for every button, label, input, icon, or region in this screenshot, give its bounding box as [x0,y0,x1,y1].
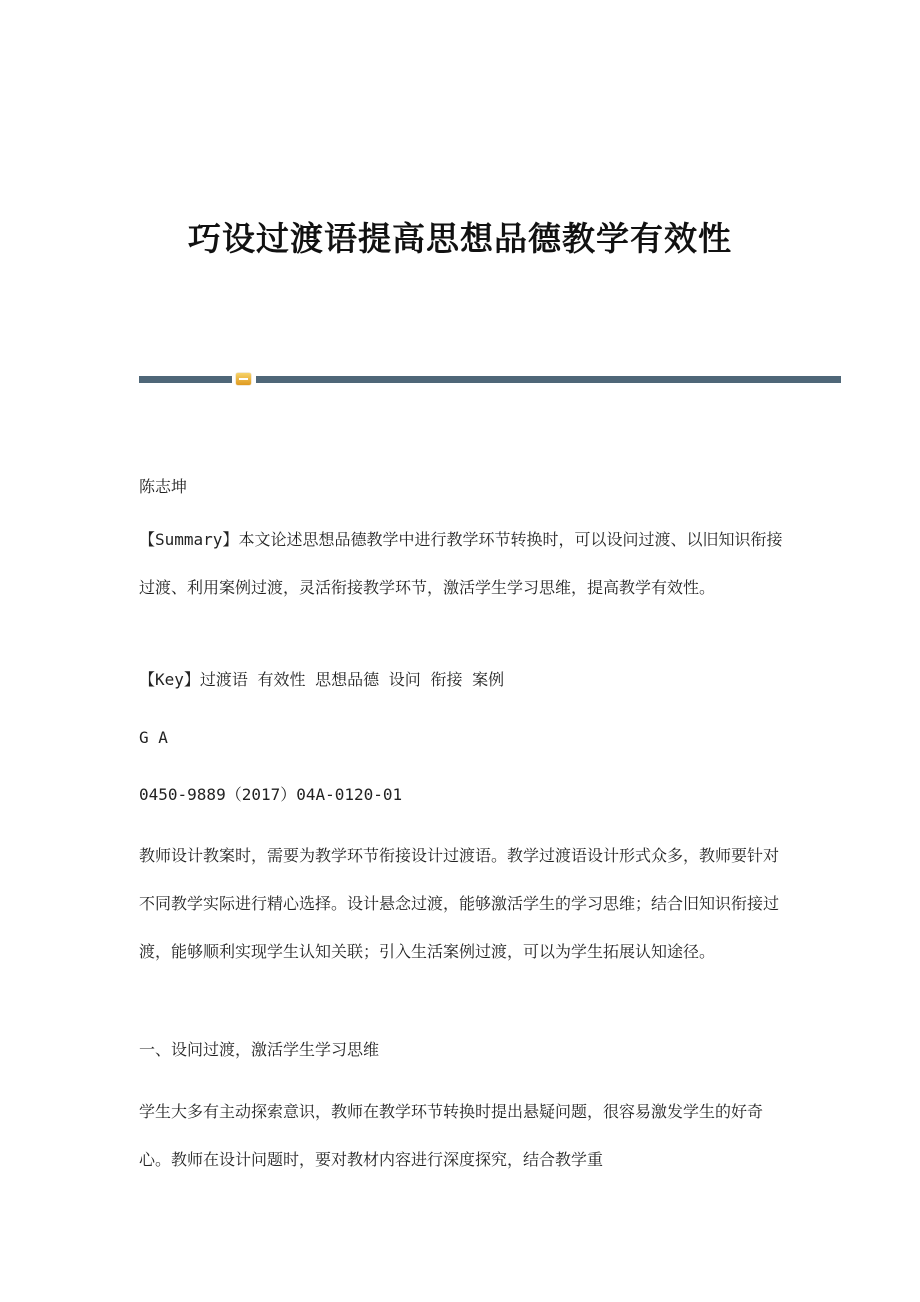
summary-paragraph [139,516,784,612]
divider-bar-left [139,376,232,383]
divider-ornament-icon [236,373,251,385]
classification-code: G A [139,728,168,747]
title-divider [139,373,841,385]
summary-text: 本文论述思想品德教学中进行教学环节转换时，可以设问过渡、以旧知识衔接过渡、利用案例过渡，灵活衔接教学环节，激活学生学习思维，提高教学有效性。 [139,530,783,597]
divider-bar-right [256,376,841,383]
keywords-text: 过渡语 有效性 思想品德 设问 衔接 案例 [199,670,505,689]
keywords-line [139,668,784,692]
intro-paragraph: 教师设计教案时，需要为教学环节衔接设计过渡语。教学过渡语设计形式众多，教师要针对不同教学实际进行精心选择。设计悬念过渡，能够激活学生的学习思维；结合旧知识衔接过渡，能够顺利实现学生认知关联；引入生活案例过渡，可以为学生拓展认知途径。 [139,846,780,961]
summary-label: 【Summary】 [139,530,239,549]
article-id: 0450-9889（2017）04A-0120-01 [139,785,403,804]
section-heading: 一、设问过渡，激活学生学习思维 [139,1040,380,1059]
section-paragraph: 学生大多有主动探索意识，教师在教学环节转换时提出悬疑问题，很容易激发学生的好奇心。教师在设计问题时，要对教材内容进行深度探究，结合教学重 [139,1102,764,1169]
keywords-label: 【Key】 [139,670,200,689]
article-title: 巧设过渡语提高思想品德教学有效性 [188,219,732,258]
author-name: 陈志坤 [139,477,188,496]
